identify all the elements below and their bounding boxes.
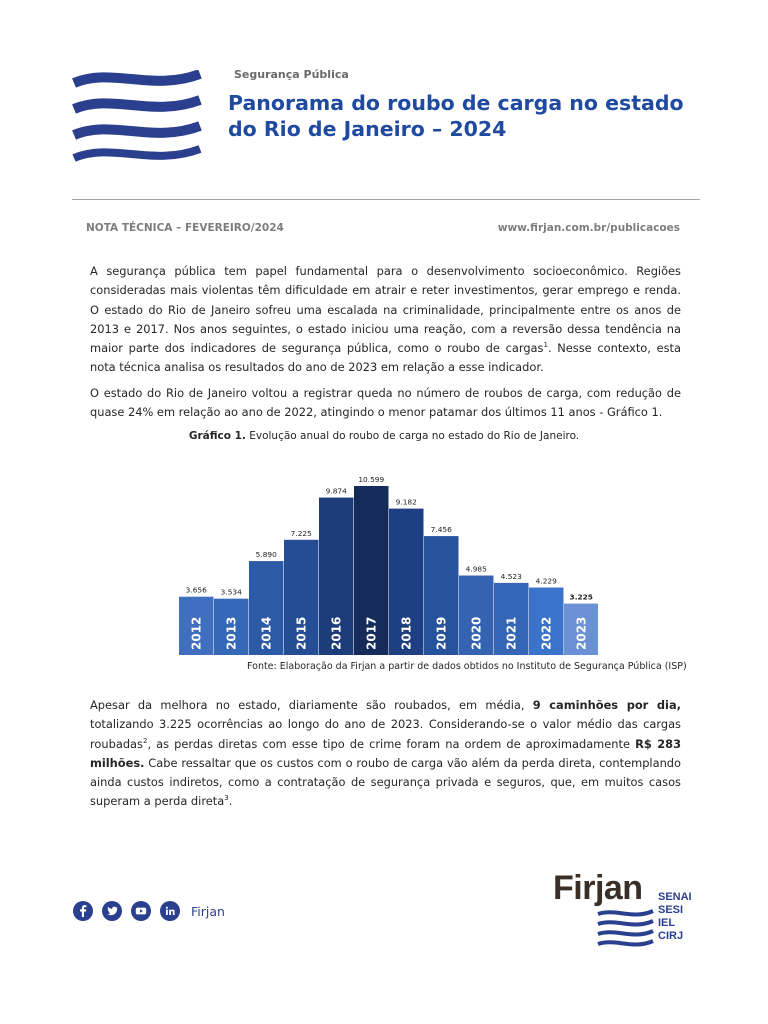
technical-note-label: NOTA TÉCNICA – FEVEREIRO/2024 (86, 222, 284, 234)
page-title: Panorama do roubo de carga no estado do Rio de Janeiro – 2024 (228, 91, 684, 141)
year-label-2021: 2021 (504, 616, 519, 650)
chart-caption (0, 430, 768, 442)
publications-link[interactable]: www.firjan.com.br/publicacoes (497, 222, 680, 234)
year-label-2023: 2023 (574, 616, 589, 650)
data-label-2017: 10.599 (358, 475, 385, 484)
trend-paragraph: O estado do Rio de Janeiro voltou a registrar queda no número de roubos de carga, com redução de quase 24% em relação ao ano de 2022, atingindo o menor patamar dos últimos 11 anos - Gráfico 1. (90, 386, 681, 420)
chart-source: Fonte: Elaboração da Firjan a partir de dados obtidos no Instituto de Segurança Pública (ISP) (247, 661, 687, 672)
footnote-ref-1[interactable]: 1 (543, 341, 548, 350)
losses-text-5: . (228, 794, 233, 809)
data-label-2014: 5.890 (255, 550, 277, 560)
footnote-ref-3[interactable]: 3 (224, 794, 229, 803)
data-label-2018: 9.182 (395, 497, 417, 507)
data-label-2015: 7.225 (290, 528, 312, 538)
divider (72, 199, 700, 200)
year-label-2012: 2012 (189, 616, 204, 650)
loss-amount: R$ 283 milhões. (90, 736, 681, 770)
year-label-2017: 2017 (364, 616, 379, 650)
data-label-2021: 4.523 (500, 571, 522, 581)
header-wave-logo (72, 70, 204, 166)
intro-paragraph (90, 262, 681, 378)
chart-caption-number: Gráfico 1. (188, 430, 246, 442)
data-label-2016: 9.874 (325, 486, 347, 496)
data-label-2012: 3.656 (185, 585, 207, 595)
data-label-2013: 3.534 (220, 587, 242, 597)
losses-text-4: Cabe ressaltar que os custos com o roubo de carga vão além da perda direta, contemplando ainda custos indiretos, como a contratação de segurança privada e seguros, que, em muitos casos superam a perda direta (90, 755, 681, 809)
logo-cirj: CIRJ (658, 930, 684, 942)
year-label-2020: 2020 (469, 616, 484, 650)
facebook-icon[interactable] (73, 901, 93, 921)
losses-paragraph (90, 696, 681, 812)
bar-chart (178, 466, 598, 658)
losses-text-3: , as perdas diretas com esse tipo de crime foram na ordem de aproximadamente (147, 736, 636, 751)
social-links (73, 901, 225, 921)
social-handle: Firjan (191, 903, 225, 919)
losses-text-1: Apesar da melhora no estado, diariamente são roubados, em média, (90, 698, 533, 712)
data-label-2020: 4.985 (465, 564, 487, 574)
footnote-ref-2[interactable]: 2 (142, 736, 148, 745)
intro-text: A segurança pública tem papel fundamental para o desenvolvimento socioeconômico. Regiões consideradas mais violentas têm dificuldade em atrair e reter investimentos, gerar emprego e renda. O estado do Rio de Janeiro sofreu uma escalada na criminalidade, principalmente entre os anos de 2013 e 2017. Nos anos seguintes, o estado iniciou uma reação, com a reversão dessa tendência na maior parte dos indicadores de segurança pública, como o roubo de cargas (90, 264, 681, 356)
year-label-2013: 2013 (224, 616, 239, 650)
year-label-2022: 2022 (539, 616, 554, 650)
losses-text-2: totalizando 3.225 ocorrências ao longo do ano de 2023. Considerando-se o valor médio das cargas roubadas (90, 717, 681, 751)
year-label-2015: 2015 (294, 616, 309, 650)
youtube-icon[interactable] (131, 901, 151, 921)
data-label-2019: 7.456 (430, 525, 452, 535)
data-label-2022: 4.229 (535, 576, 557, 586)
section-category: Segurança Pública (234, 68, 349, 81)
year-label-2014: 2014 (259, 616, 274, 650)
logo-senai: SENAI (658, 891, 692, 903)
data-label-2023: 3.225 (569, 592, 593, 602)
intro-text-end: . Nesse contexto, esta nota técnica analisa os resultados do ano de 2023 em relação a esse indicador. (90, 341, 681, 375)
year-label-2019: 2019 (434, 616, 449, 650)
logo-iel: IEL (658, 917, 676, 929)
firjan-logo (553, 868, 703, 952)
logo-sesi: SESI (658, 904, 684, 916)
linkedin-icon[interactable] (160, 901, 180, 921)
year-label-2016: 2016 (329, 616, 344, 650)
twitter-icon[interactable] (102, 901, 122, 921)
logo-firjan-text: Firjan (553, 869, 643, 907)
chart-bars (179, 475, 598, 655)
year-label-2018: 2018 (399, 616, 414, 650)
chart-caption-text: Evolução anual do roubo de carga no estado do Rio de Janeiro. (245, 430, 580, 442)
trucks-per-day: 9 caminhões por dia, (532, 698, 681, 712)
